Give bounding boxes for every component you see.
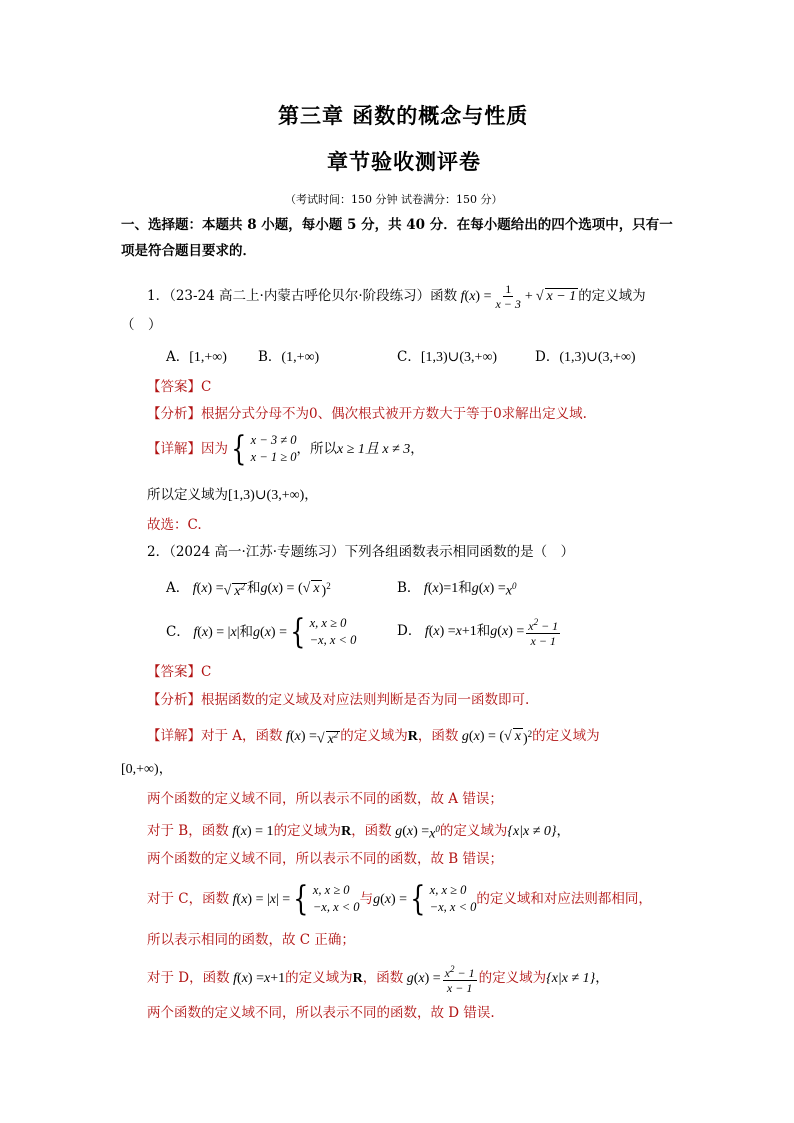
q2-option-d[interactable]: D． f ( x ) = x +1 和 g ( x ) = $\frac{x^2 - 1}{x - 1}$ [397,617,559,648]
q2-detail-d: 对于 D，函数 f ( x ) = x +1 的定义域为 R ，函数 g ( x ) = $\frac{x^2 - 1}{x - 1}$ 的定义域为 {x|x ≠ 1} ， [147,964,609,995]
section-intro-cont: 项是符合题目要求的． [121,243,256,259]
q1-option-b[interactable]: B．(1,+∞) [258,349,320,365]
page-subtitle: 章节验收测评卷 [327,150,481,174]
q1-domain-line: 所以定义域为[1,3)∪(3,+∞)， [147,487,318,503]
q2-option-c[interactable]: C． f ( x ) = | x | 和 g ( x ) = { x, x ≥ 0 −x, x < 0 [166,612,357,652]
q2-analysis: 【分析】根据函数的定义域及对应法则判断是否为同一函数即可. [147,692,530,708]
q2-detail-d-conclusion: 两个函数的定义域不同，所以表示不同的函数，故 D 错误. [147,1005,495,1021]
q1-detail: 【详解】 因为 { x − 3 ≠ 0 x − 1 ≥ 0 ，所以 x ≥ 1且 x ≠ 3 ， [147,429,424,469]
question-2: 2．（2024 高一·江苏·专题练习）下列各组函数表示相同函数的是（ ） [147,544,575,560]
q2-detail-c: 对于 C，函数 f ( x ) = | x | = { x, x ≥ 0 −x, x < 0 与 g ( x ) = { x, x ≥ 0 −x, x < 0 的定义域和对应法则都相同， [147,879,652,919]
q1-option-a[interactable]: A．[1,+∞) [166,349,227,365]
q1-fraction: $\frac{1}{x - 3}$ [495,282,521,311]
q2-option-b[interactable]: B． f ( x )=1 和 g ( x ) = $x^0$ [397,580,517,599]
q1-answer: 【答案】C [147,379,212,395]
q2-detail-a: 【详解】 对于 A，函数 f ( x ) = √ $x^2$ 的定义域为 R ，函数 g ( x ) = ( √ x )$^2$ 的定义域为 [147,728,600,747]
q1-system: { x − 3 ≠ 0 x − 1 ≥ 0 [231,429,297,469]
q1-suffix: 的定义域为 [578,288,646,304]
q1-option-d[interactable]: D．(1,3)∪(3,+∞) [535,349,636,365]
q2-detail-a-domain: [0,+∞)， [121,761,173,777]
q1-function: f [457,289,465,304]
q2-detail-a-conclusion: 两个函数的定义域不同，所以表示不同的函数，故 A 错误； [147,791,503,807]
q2-detail-c-conclusion: 所以表示相同的函数，故 C 正确； [147,932,355,948]
q2-detail-b: 对于 B，函数 f ( x ) = 1 的定义域为 R ，函数 g ( x ) = $x^0$ 的定义域为 {x|x ≠ 0} ， [147,823,571,842]
q1-analysis: 【分析】根据分式分母不为0、偶次根式被开方数大于等于0求解出定义域. [147,406,587,422]
q2-answer: 【答案】C [147,664,212,680]
q1-option-c[interactable]: C．[1,3)∪(3,+∞) [397,349,498,365]
q1-choose: 故选：C. [147,517,202,533]
q1-prefix: 1．（23-24 高二上·内蒙古呼伦贝尔·阶段练习）函数 [147,288,458,304]
q1-paren: （ ） [121,317,162,333]
exam-note: （考试时间：150 分钟 试卷满分：150 分） [285,193,503,206]
q2-detail-b-conclusion: 两个函数的定义域不同，所以表示不同的函数，故 B 错误； [147,851,504,867]
page-title: 第三章 函数的概念与性质 [278,104,529,128]
question-1: 1．（23-24 高二上·内蒙古呼伦贝尔·阶段练习）函数 f ( x ) = $\frac{1}{x - 3}$ + √ x − 1 的定义域为 [147,282,646,311]
section-intro: 一、选择题：本题共 8 小题，每小题 5 分，共 40 分．在每小题给出的四个选项中，只有一 [121,217,673,233]
q2-option-a[interactable]: A． f ( x ) = √ $x^2$ 和 g ( x ) = ( √ x )$^2$ [166,580,331,599]
